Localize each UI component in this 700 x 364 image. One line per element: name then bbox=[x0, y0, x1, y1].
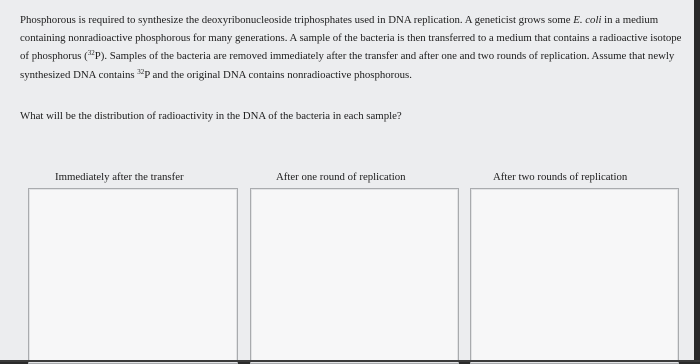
screen-bezel bbox=[694, 0, 700, 362]
problem-text-3: ). Samples of the bacteria are removed immediately after the transfer and after one and two rounds of replication. Assume that newly synthesized DNA contains bbox=[20, 50, 675, 81]
answer-box-one-round[interactable] bbox=[250, 188, 459, 364]
column-label-immediate: Immediately after the transfer bbox=[55, 171, 184, 183]
isotope-mass-number: 32 bbox=[87, 49, 95, 58]
answer-box-two-rounds[interactable] bbox=[470, 188, 679, 364]
isotope-symbol-2: P bbox=[144, 68, 150, 81]
isotope-mass-number-2: 32 bbox=[137, 67, 145, 76]
problem-statement bbox=[20, 11, 682, 84]
problem-text-4: and the original DNA contains nonradioactive phosphorous. bbox=[149, 68, 412, 81]
problem-text-2: in a medium containing nonradioactive phosphorous for many generations. A sample of the bacteria is then transferred to a medium that contains a radioactive isotope of phosphorus ( bbox=[20, 14, 682, 63]
question-text: What will be the distribution of radioactivity in the DNA of the bacteria in each sample? bbox=[20, 110, 402, 122]
answer-box-immediate[interactable] bbox=[28, 188, 238, 364]
organism-name: E. coli bbox=[573, 14, 602, 26]
problem-text-1: Phosphorous is required to synthesize the deoxyribonucleoside triphosphates used in DNA replication. A geneticist grows some bbox=[20, 14, 574, 26]
column-label-two-rounds: After two rounds of replication bbox=[493, 171, 628, 183]
column-label-one-round: After one round of replication bbox=[276, 171, 406, 183]
isotope-symbol: P bbox=[94, 50, 101, 63]
